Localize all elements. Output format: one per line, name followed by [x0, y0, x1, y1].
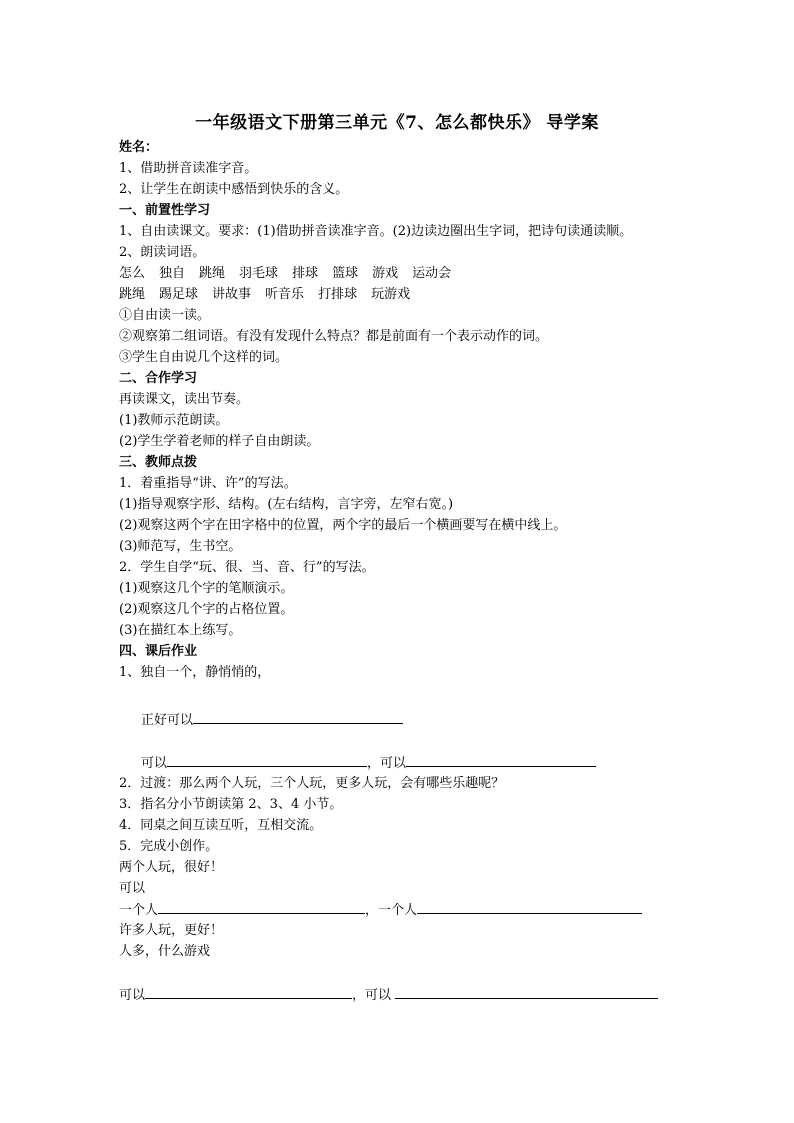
answer-blank[interactable] [167, 752, 367, 767]
word: 跳绳 [199, 266, 226, 281]
section-heading-preview: 一、前置性学习 [119, 203, 211, 218]
answer-blank[interactable] [193, 709, 403, 724]
fill-in-line: 可以 ，可以 [119, 752, 719, 773]
answer-blank[interactable] [417, 899, 642, 914]
text-line: (2)观察这几个字的占格位置。 [119, 602, 294, 617]
text-line: 1．着重指导“讲、许”的写法。 [119, 476, 297, 491]
text-line: 可以 [119, 881, 146, 896]
word: 运动会 [412, 266, 452, 281]
text-line: 3．指名分小节朗读第 2、3、4 小节。 [119, 797, 343, 812]
word: 独自 [159, 266, 186, 281]
fill-in-line: 可以 ，可以 [119, 984, 719, 1005]
word: 听音乐 [265, 287, 305, 302]
word: 排球 [292, 266, 319, 281]
page-title: 一年级语文下册第三单元《7、怎么都快乐》 导学案 [195, 113, 599, 133]
word: 游戏 [372, 266, 399, 281]
word: 踢足球 [159, 287, 199, 302]
section-heading-homework: 四、课后作业 [119, 644, 198, 659]
section-heading-cooperative: 二、合作学习 [119, 371, 198, 386]
fill-in-line: 正好可以 [119, 709, 719, 730]
text-line: (1)指导观察字形、结构。(左右结构，言字旁，左窄右宽。) [119, 497, 454, 512]
text-line: (1)教师示范朗读。 [119, 413, 229, 428]
goal-2: 2、让学生在朗读中感悟到快乐的含义。 [119, 182, 349, 197]
answer-blank[interactable] [395, 984, 658, 999]
text-line: ①自由读一读。 [119, 308, 211, 323]
answer-blank[interactable] [145, 984, 352, 999]
word-list-1 [119, 263, 719, 284]
section-heading-teacher: 三、教师点拨 [119, 455, 198, 470]
text-line: 再读课文，读出节奏。 [119, 392, 250, 407]
text-line: 2．学生自学“玩、很、当、音、行”的写法。 [119, 560, 375, 575]
answer-blank[interactable] [158, 899, 365, 914]
text-line: 两个人玩，很好！ [119, 860, 224, 875]
text-line: (1)观察这几个字的笔顺演示。 [119, 581, 294, 596]
document-body [119, 137, 719, 1005]
text-line: ②观察第二组词语。有没有发现什么特点？都是前面有一个表示动作的词。 [119, 329, 549, 344]
word: 怎么 [119, 266, 146, 281]
text-line: 许多人玩，更好！ [119, 923, 224, 938]
text-line: (2)学生学着老师的样子自由朗读。 [119, 434, 320, 449]
text-line: 人多，什么游戏 [119, 944, 211, 959]
fill-in-line: 一个人 ，一个人 [119, 899, 719, 920]
word-list-2 [119, 284, 719, 305]
word: 羽毛球 [239, 266, 279, 281]
answer-blank[interactable] [406, 752, 596, 767]
name-label: 姓名： [119, 140, 159, 155]
word: 玩游戏 [371, 287, 411, 302]
text-line: (3)在描红本上练写。 [119, 623, 242, 638]
text-line: 1、独自一个，静悄悄的， [119, 665, 271, 680]
text-line: 4．同桌之间互读互听，互相交流。 [119, 818, 323, 833]
goal-1: 1、借助拼音读准字音。 [119, 161, 258, 176]
word: 讲故事 [212, 287, 252, 302]
word: 篮球 [332, 266, 359, 281]
text-line: 5．完成小创作。 [119, 839, 219, 854]
text-line: 2．过渡：那么两个人玩，三个人玩，更多人玩，会有哪些乐趣呢？ [119, 776, 505, 791]
text-line: (2)观察这两个字在田字格中的位置，两个字的最后一个横画要写在横中线上。 [119, 518, 567, 533]
text-line: (3)师范写，生书空。 [119, 539, 242, 554]
word: 跳绳 [119, 287, 146, 302]
text-line: 2、朗读词语。 [119, 245, 206, 260]
text-line: ③学生自由说几个这样的词。 [119, 350, 289, 365]
text-line: 1、自由读课文。要求：(1)借助拼音读准字音。(2)边读边圈出生字词，把诗句读通读顺。 [119, 224, 633, 239]
word: 打排球 [318, 287, 358, 302]
